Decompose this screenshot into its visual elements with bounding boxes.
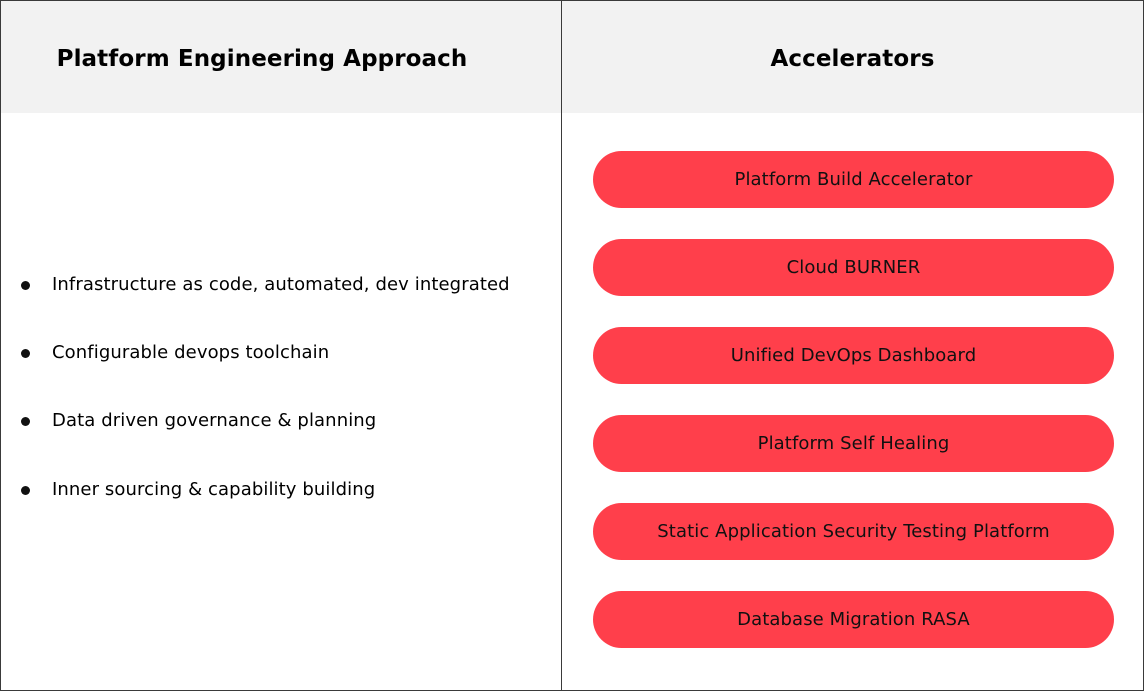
bullet-dot-icon [21,486,30,495]
left-column-title: Platform Engineering Approach [56,46,468,72]
bullet-dot-icon [21,349,30,358]
bullet-text: Infrastructure as code, automated, dev integrated [52,274,510,295]
bullet-dot-icon [21,417,30,426]
accelerator-cloud-burner[interactable]: Cloud BURNER [593,239,1114,296]
bullet-text: Data driven governance & planning [52,410,377,431]
right-column-title: Accelerators [770,46,935,72]
accelerator-sast-platform[interactable]: Static Application Security Testing Platform [593,503,1114,560]
accelerator-database-migration[interactable]: Database Migration RASA [593,591,1114,648]
bullet-text: Inner sourcing & capability building [52,479,376,500]
accelerator-devops-dashboard[interactable]: Unified DevOps Dashboard [593,327,1114,384]
bullet-text: Configurable devops toolchain [52,342,330,363]
right-column-header [562,1,1143,113]
accelerator-platform-build[interactable]: Platform Build Accelerator [593,151,1114,208]
accelerator-self-healing[interactable]: Platform Self Healing [593,415,1114,472]
left-column-header [1,1,561,113]
bullet-dot-icon [21,281,30,290]
